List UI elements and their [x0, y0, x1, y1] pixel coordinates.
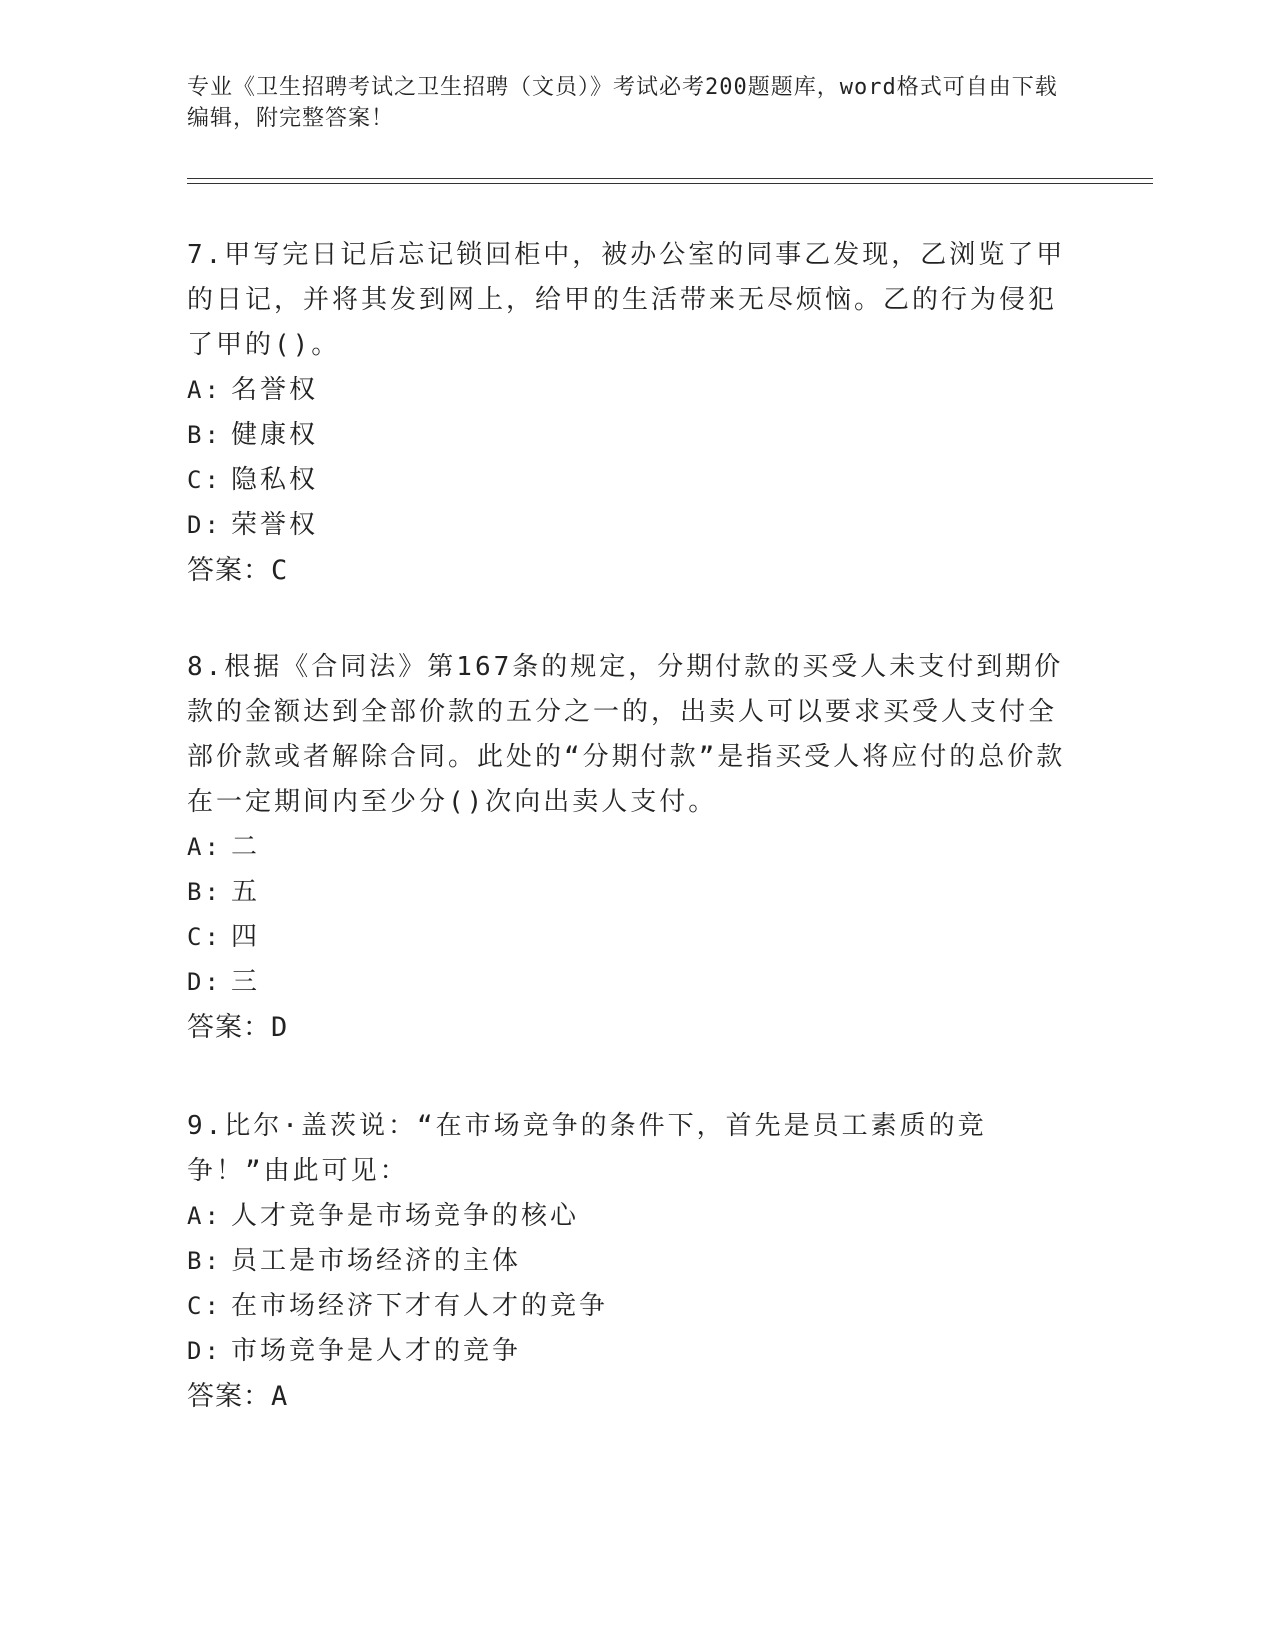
option-value: 人才竞争是市场竞争的核心 [231, 1201, 580, 1231]
option-key: A: [187, 376, 222, 404]
option-key: D: [187, 511, 222, 539]
answer-text: 答案：C [187, 555, 289, 586]
option-d [187, 1329, 1067, 1374]
option-key: A: [187, 1202, 222, 1230]
option-c [187, 458, 1067, 503]
option-value: 三 [231, 967, 261, 997]
option-value: 五 [231, 877, 261, 907]
option-value: 二 [231, 832, 261, 862]
document-header: 专业《卫生招聘考试之卫生招聘（文员）》考试必考200题题库，word格式可自由下载编辑，附完整答案！ [187, 75, 1058, 131]
answer-text: 答案：A [187, 1381, 289, 1412]
option-d [187, 503, 1067, 548]
question-text: 9.比尔·盖茨说：“在市场竞争的条件下，首先是员工素质的竞争！”由此可见： [187, 1111, 987, 1186]
option-d [187, 960, 1067, 1005]
option-value: 四 [231, 922, 261, 952]
option-value: 名誉权 [231, 375, 319, 405]
option-b [187, 870, 1067, 915]
option-a [187, 368, 1067, 413]
option-value: 员工是市场经济的主体 [231, 1246, 522, 1276]
option-c [187, 915, 1067, 960]
option-value: 隐私权 [231, 465, 319, 495]
header-divider-top [187, 178, 1153, 179]
option-key: D: [187, 968, 222, 996]
option-key: B: [187, 878, 222, 906]
question-text: 7.甲写完日记后忘记锁回柜中，被办公室的同事乙发现，乙浏览了甲的日记，并将其发到网上，给甲的生活带来无尽烦恼。乙的行为侵犯了甲的()。 [187, 240, 1066, 360]
option-a [187, 1194, 1067, 1239]
option-key: C: [187, 1292, 222, 1320]
option-c [187, 1284, 1067, 1329]
option-key: C: [187, 466, 222, 494]
question-item [187, 1104, 1067, 1420]
option-value: 健康权 [231, 420, 319, 450]
answer-text: 答案：D [187, 1012, 289, 1043]
question-text: 8.根据《合同法》第167条的规定，分期付款的买受人未支付到期价款的金额达到全部价款的五分之一的，出卖人可以要求买受人支付全部价款或者解除合同。此处的“分期付款”是指买受人将应付的总价款在一定期间内至少分()次向出卖人支付。 [187, 652, 1066, 817]
header-divider-bottom [187, 183, 1153, 184]
question-item [187, 233, 1067, 594]
option-value: 市场竞争是人才的竞争 [231, 1336, 522, 1366]
option-key: C: [187, 923, 222, 951]
option-value: 在市场经济下才有人才的竞争 [231, 1291, 609, 1321]
option-a [187, 825, 1067, 870]
question-item [187, 645, 1067, 1051]
option-key: A: [187, 833, 222, 861]
option-b [187, 413, 1067, 458]
option-key: D: [187, 1337, 222, 1365]
option-key: B: [187, 1247, 222, 1275]
option-key: B: [187, 421, 222, 449]
option-b [187, 1239, 1067, 1284]
option-value: 荣誉权 [231, 510, 319, 540]
